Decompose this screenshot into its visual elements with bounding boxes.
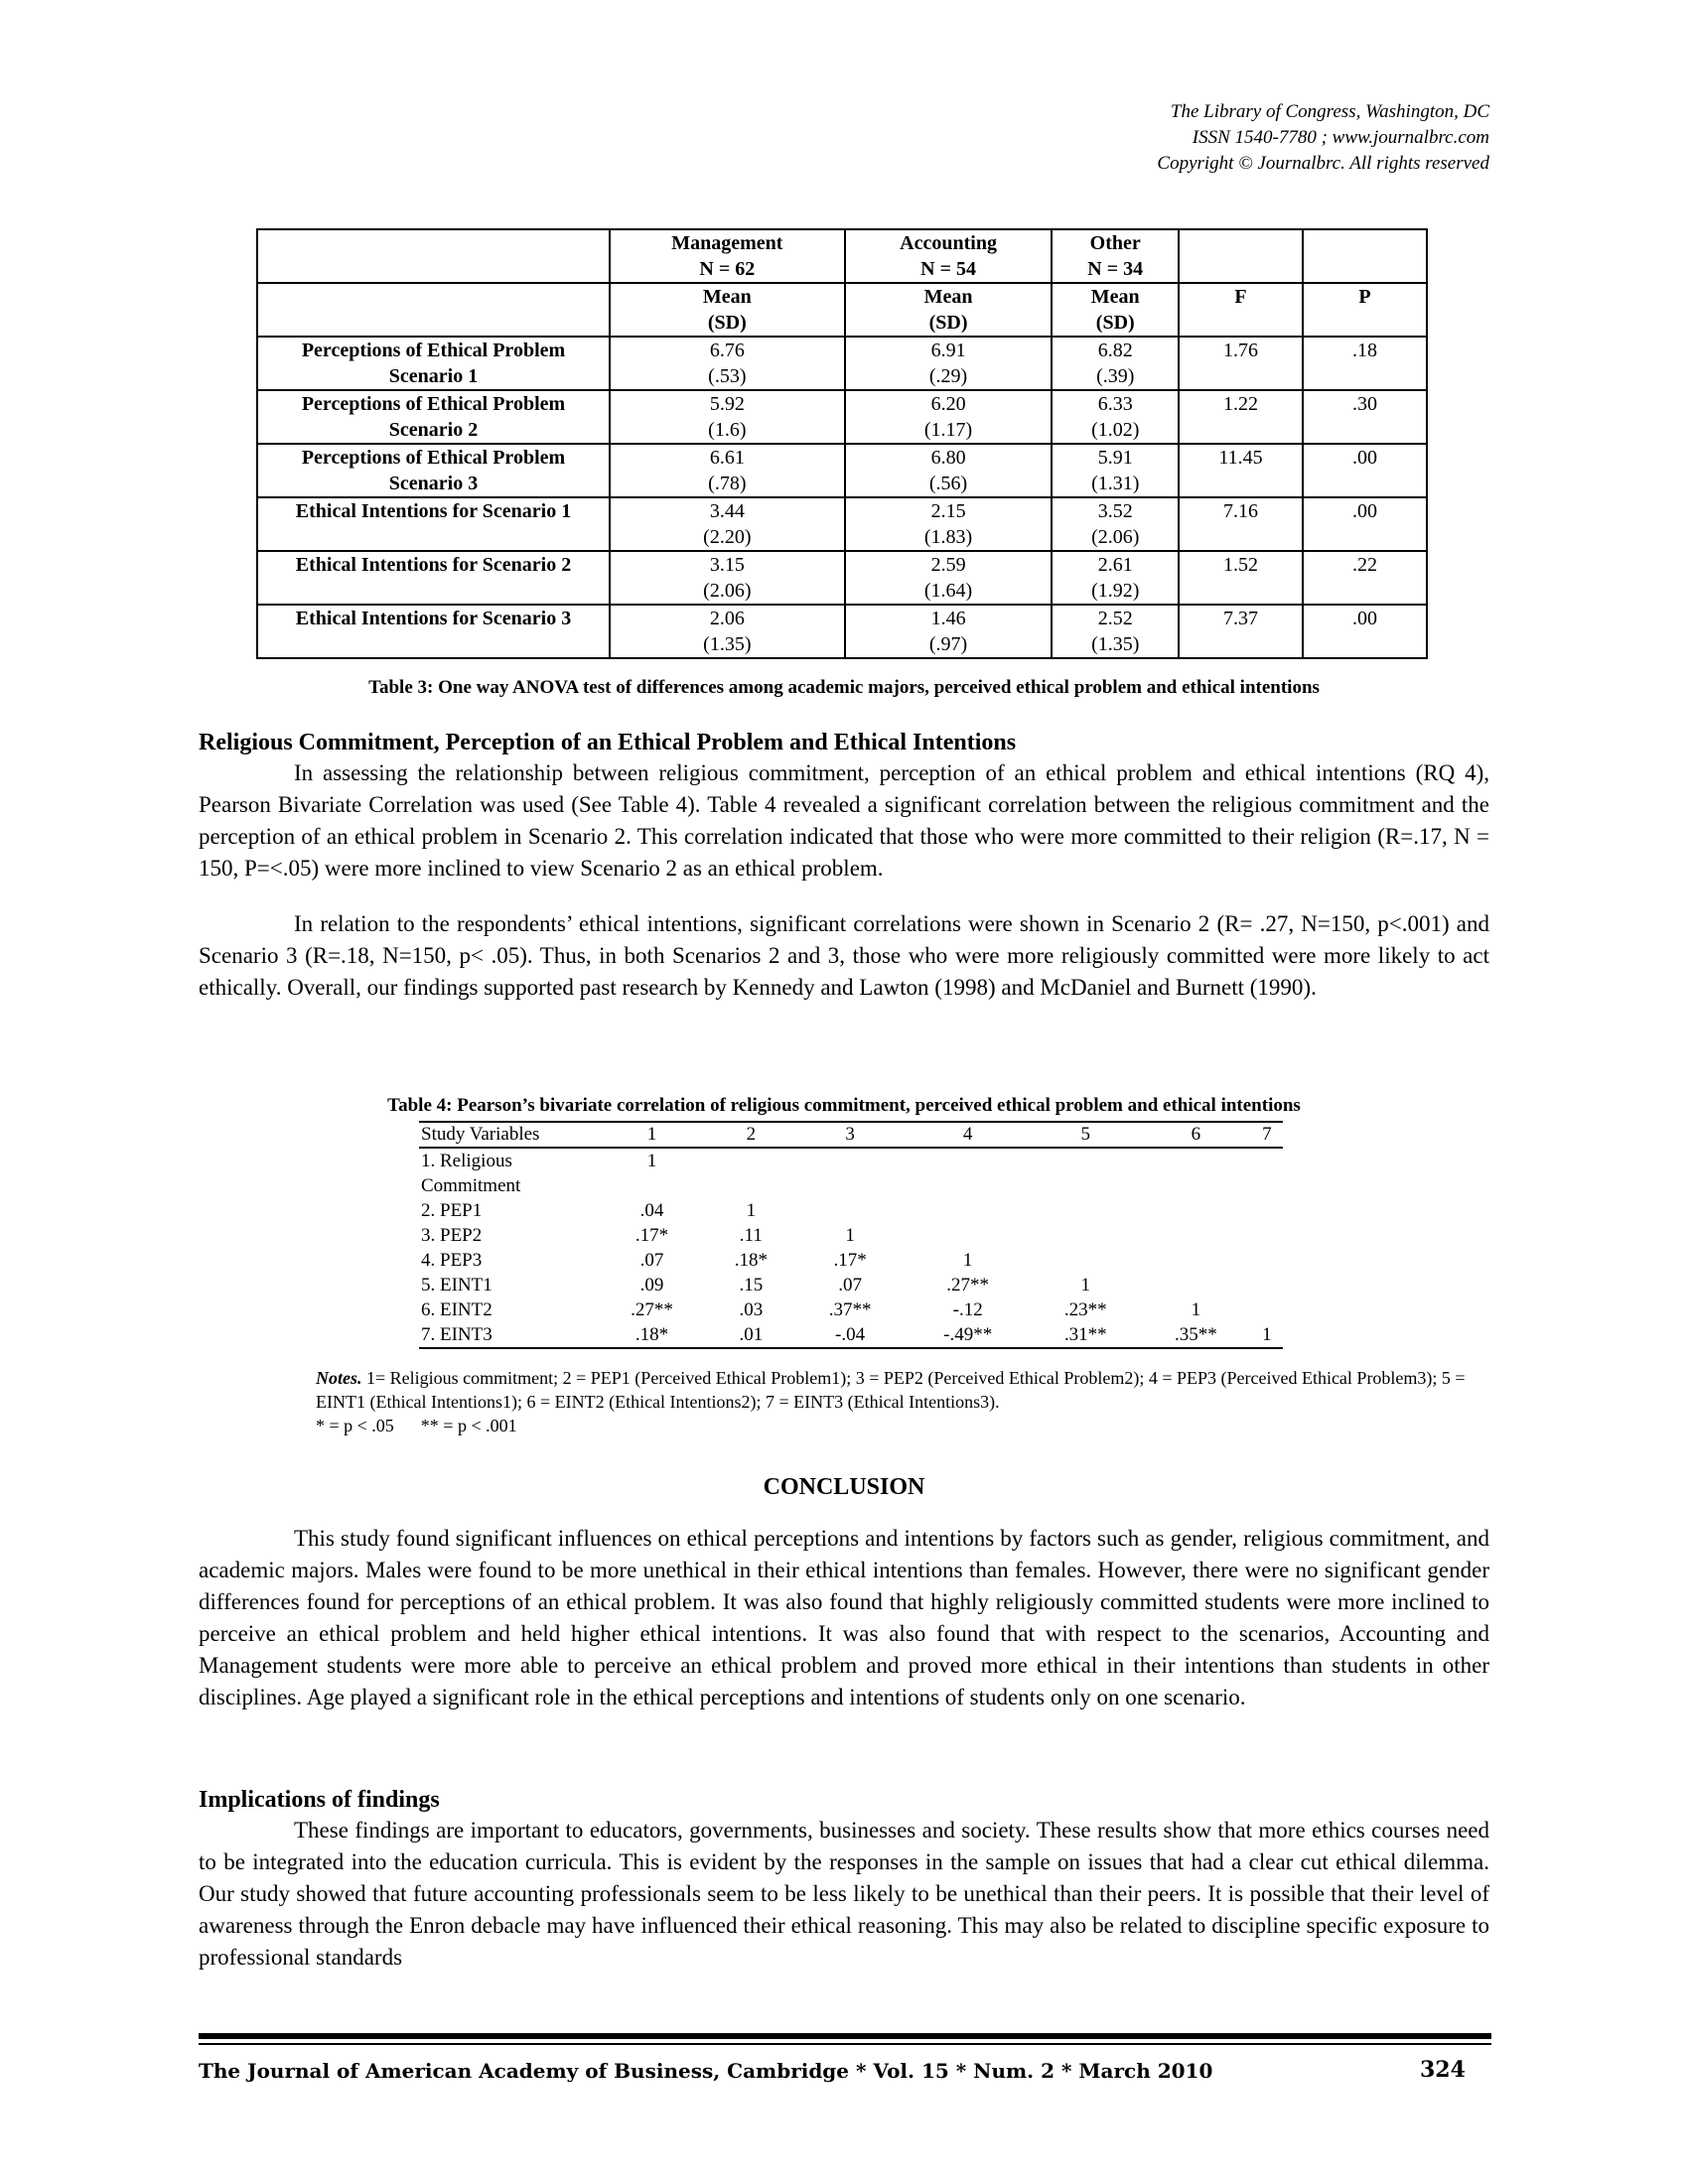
correlation-cell: [707, 1148, 795, 1198]
correlation-cell: .37**: [828, 1299, 872, 1320]
table-header-row: [257, 229, 1427, 283]
correlation-cell: [1141, 1148, 1251, 1198]
paragraph: This study found significant influences on ethical perceptions and intentions by factors such as gender, religious commitment, and academic majors. Males were found to be more unethical in their ethical intentions than females. However, there were no significant gender differences found for perceptions of an ethical problem. It was also found that highly religiously committed students were more inclined to perceive an ethical problem and held higher ethical intentions. It was also found that with respect to the scenarios, Accounting and Management students were more able to perceive an ethical problem and proved more ethical in their intentions than students in other disciplines. Age played a significant role in the ethical perceptions and intentions of students only on one scenario.: [199, 1526, 1489, 1709]
correlation-cell: .31**: [1031, 1322, 1141, 1348]
page-number: 324: [1420, 2057, 1466, 2083]
table-row: [419, 1148, 1283, 1198]
correlation-cell: [1031, 1148, 1141, 1198]
correlation-cell: [1141, 1248, 1251, 1273]
correlation-cell: 1: [845, 1225, 855, 1246]
correlation-cell: .09: [639, 1275, 664, 1296]
correlation-cell: .27**: [946, 1275, 990, 1296]
correlation-cell: .11: [739, 1225, 763, 1246]
table-header-row: [419, 1122, 1283, 1148]
section-heading: Implications of findings: [199, 1787, 440, 1813]
variable-name: 3. PEP2: [421, 1225, 483, 1246]
table-row: [419, 1273, 1283, 1297]
correlation-cell: .15: [739, 1275, 764, 1296]
correlation-cell: .27**: [631, 1299, 673, 1320]
table-row: [419, 1223, 1283, 1248]
correlation-cell: [906, 1198, 1031, 1223]
table-row: [419, 1322, 1283, 1348]
notes-significance: * = p < .05 ** = p < .001: [316, 1416, 517, 1435]
correlation-cell: [1251, 1223, 1283, 1248]
correlation-cell: [1251, 1297, 1283, 1322]
correlation-cell: .04: [639, 1200, 664, 1221]
correlation-cell: .35**: [1141, 1322, 1251, 1348]
table-row: Ethical Intentions for Scenario 3 2.06 (1.35) 1.46 (.97) 2.52 (1.35) 7.37 .00: [257, 605, 1427, 658]
correlation-cell: .03: [739, 1299, 764, 1320]
header-line-2: ISSN 1540-7780 ; www.journalbrc.com: [1192, 127, 1489, 148]
footer-rule-thin: [199, 2043, 1491, 2045]
correlation-cell: 1: [746, 1200, 757, 1221]
variable-name: 2. PEP1: [421, 1200, 483, 1221]
correlation-cell: 1: [1191, 1299, 1201, 1320]
correlation-cell: [1251, 1148, 1283, 1198]
column-header: 1: [597, 1122, 707, 1148]
column-header: Study Variables: [419, 1122, 597, 1148]
correlation-cell: [906, 1148, 1031, 1198]
table4-caption: Table 4: Pearson’s bivariate correlation of religious commitment, perceived ethical problem and ethical intentions: [387, 1095, 1301, 1116]
correlation-cell: 1: [646, 1151, 657, 1171]
paragraph: In relation to the respondents’ ethical intentions, significant correlations were shown in Scenario 2 (R= .27, N=150, p<.001) and Scenario 3 (R=.18, N=150, p< .05). Thus, in both Scenarios 2 and 3, those who were more religiously committed were more likely to act ethically. Overall, our findings supported past research by Kennedy and Lawton (1998) and McDaniel and Burnett (1990).: [199, 911, 1489, 1000]
section-conclusion: [199, 1523, 1489, 1713]
correlation-cell: [906, 1223, 1031, 1248]
correlation-cell: .18*: [597, 1322, 707, 1348]
table-row: Perceptions of Ethical Problem Scenario 1 6.76 (.53) 6.91 (.29) 6.82 (.39) 1.76 .18: [257, 337, 1427, 390]
table-row: Perceptions of Ethical Problem Scenario 3 6.61 (.78) 6.80 (.56) 5.91 (1.31) 11.45 .00: [257, 444, 1427, 497]
correlation-cell: .07: [838, 1275, 862, 1296]
correlation-cell: [795, 1148, 906, 1198]
correlation-cell: .01: [707, 1322, 795, 1348]
correlation-cell: [795, 1198, 906, 1223]
journal-header: [1157, 99, 1489, 177]
table-row: Ethical Intentions for Scenario 1 3.44 (2.20) 2.15 (1.83) 3.52 (2.06) 7.16 .00: [257, 497, 1427, 551]
notes-label: Notes.: [316, 1368, 362, 1388]
footer-rule: [199, 2033, 1491, 2039]
table-subheader-row: Mean (SD) Mean (SD) Mean (SD) F P: [257, 283, 1427, 337]
correlation-cell: .07: [639, 1250, 664, 1271]
variable-name: 4. PEP3: [421, 1250, 483, 1271]
correlation-cell: -.49**: [906, 1322, 1031, 1348]
correlation-cell: [1031, 1198, 1141, 1223]
correlation-cell: [1251, 1273, 1283, 1297]
correlation-cell: [1031, 1223, 1141, 1248]
section-implications: [199, 1785, 1489, 1974]
table3-caption: Table 3: One way ANOVA test of differences among academic majors, perceived ethical problem and ethical intentions: [368, 677, 1320, 698]
anova-table: [256, 228, 1428, 659]
paragraph: These findings are important to educators, governments, businesses and society. These results show that more ethics courses need to be integrated into the education curricula. This is evident by the responses in the sample on issues that had a clear cut ethical dilemma. Our study showed that future accounting professionals seem to be less likely to be unethical than their peers. It is possible that their level of awareness through the Enron debacle may have influenced their ethical reasoning. This may also be related to discipline specific exposure to professional standards: [199, 1818, 1489, 1970]
header-line-1: The Library of Congress, Washington, DC: [1170, 101, 1489, 122]
correlation-cell: .17*: [833, 1250, 867, 1271]
correlation-cell: .18*: [734, 1250, 768, 1271]
p-header: P: [1303, 283, 1427, 337]
column-header: 3: [795, 1122, 906, 1148]
correlation-cell: 1: [962, 1250, 973, 1271]
correlation-cell: 1: [1251, 1322, 1283, 1348]
header-line-3: Copyright © Journalbrc. All rights reserved: [1157, 153, 1489, 174]
correlation-cell: [1251, 1248, 1283, 1273]
paragraph: In assessing the relationship between religious commitment, perception of an ethical problem and ethical intentions (RQ 4), Pearson Bivariate Correlation was used (See Table 4). Table 4 revealed a significant correlation between the religious commitment and the perception of an ethical problem in Scenario 2. This correlation indicated that those who were more committed to their religion (R=.17, N = 150, P=<.05) were more inclined to view Scenario 2 as an ethical problem.: [199, 760, 1489, 881]
variable-name: 7. EINT3: [419, 1322, 597, 1348]
table-row: [419, 1248, 1283, 1273]
table-row: [419, 1297, 1283, 1322]
table-row: [419, 1198, 1283, 1223]
correlation-cell: [1251, 1198, 1283, 1223]
f-header: F: [1179, 283, 1303, 337]
correlation-cell: -.12: [952, 1299, 983, 1320]
conclusion-heading: CONCLUSION: [763, 1474, 925, 1500]
column-header: 7: [1251, 1122, 1283, 1148]
correlation-cell: 1: [1080, 1275, 1091, 1296]
group-header: Other N = 34: [1052, 229, 1179, 283]
column-header: 2: [707, 1122, 795, 1148]
column-header: 6: [1141, 1122, 1251, 1148]
table4-notes: [316, 1366, 1487, 1437]
correlation-cell: .23**: [1063, 1299, 1107, 1320]
column-header: 5: [1031, 1122, 1141, 1148]
variable-name: 5. EINT1: [421, 1275, 492, 1296]
group-header: Accounting N = 54: [845, 229, 1053, 283]
variable-name: 6. EINT2: [421, 1299, 492, 1320]
variable-name: 1. Religious Commitment: [421, 1151, 521, 1196]
section-heading: Religious Commitment, Perception of an Ethical Problem and Ethical Intentions: [199, 730, 1017, 755]
column-header: 4: [906, 1122, 1031, 1148]
correlation-cell: [1141, 1273, 1251, 1297]
table-row: Perceptions of Ethical Problem Scenario 2 5.92 (1.6) 6.20 (1.17) 6.33 (1.02) 1.22 .30: [257, 390, 1427, 444]
correlation-cell: [1031, 1248, 1141, 1273]
correlation-cell: .17*: [634, 1225, 669, 1246]
group-header: Management N = 62: [610, 229, 845, 283]
section-religious-commitment: [199, 728, 1489, 1004]
notes-text: 1= Religious commitment; 2 = PEP1 (Perceived Ethical Problem1); 3 = PEP2 (Perceived Ethical Problem2); 4 = PEP3 (Perceived Ethical Problem3); 5 = EINT1 (Ethical Intentions1); 6 = EINT2 (Ethical Intentions2); 7 = EINT3 (Ethical Intentions3).: [316, 1368, 1466, 1412]
journal-footer: The Journal of American Academy of Business, Cambridge * Vol. 15 * Num. 2 * March 2010: [199, 2059, 1213, 2083]
correlation-cell: -.04: [795, 1322, 906, 1348]
table-row: Ethical Intentions for Scenario 2 3.15 (2.06) 2.59 (1.64) 2.61 (1.92) 1.52 .22: [257, 551, 1427, 605]
correlation-table: [419, 1121, 1283, 1349]
correlation-cell: [1141, 1223, 1251, 1248]
correlation-cell: [1141, 1198, 1251, 1223]
